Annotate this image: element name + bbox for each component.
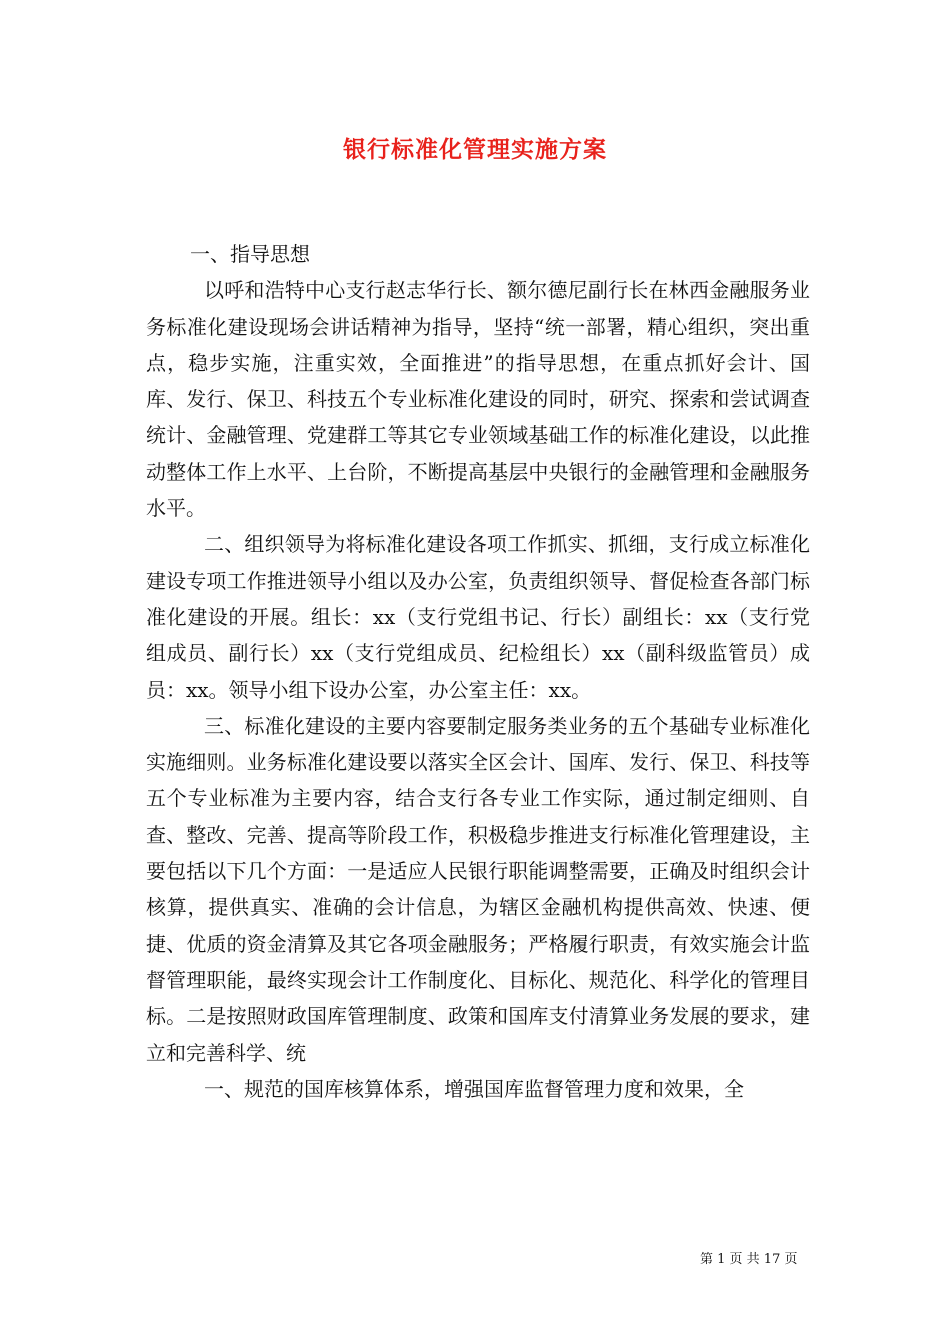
paragraph-organization-leadership: 二、组织领导为将标准化建设各项工作抓实、抓细，支行成立标准化建设专项工作推进领导小组以及办公室，负责组织领导、督促检查各部门标准化建设的开展。组长：xx（支行党组书记、行长）副组长：xx（支行党组成员、副行长）xx（支行党组成员、纪检组长）xx（副科级监管员）成员：xx。领导小组下设办公室，办公室主任：xx。 bbox=[146, 532, 810, 702]
document-title: 银行标准化管理实施方案 bbox=[343, 136, 607, 163]
paragraph-main-content: 三、标准化建设的主要内容要制定服务类业务的五个基础专业标准化实施细则。业务标准化建设要以落实全区会计、国库、发行、保卫、科技等五个专业标准为主要内容，结合支行各专业工作实际，通过制定细则、自查、整改、完善、提高等阶段工作，积极稳步推进支行标准化管理建设，主要包括以下几个方面：一是适应人民银行职能调整需要，正确及时组织会计核算，提供真实、准确的会计信息，为辖区金融机构提供高效、快速、便捷、优质的资金清算及其它各项金融服务；严格履行职责，有效实施会计监督管理职能，最终实现会计工作制度化、目标化、规范化、科学化的管理目标。二是按照财政国库管理制度、政策和国库支付清算业务发展的要求，建立和完善科学、统 bbox=[146, 713, 810, 1065]
paragraph-treasury-system: 一、规范的国库核算体系，增强国库监督管理力度和效果，全 bbox=[204, 1076, 744, 1101]
paragraph-guiding-ideology: 以呼和浩特中心支行赵志华行长、额尔德尼副行长在林西金融服务业务标准化建设现场会讲话精神为指导，坚持“统一部署，精心组织，突出重点，稳步实施，注重实效，全面推进”的指导思想，在重点抓好会计、国库、发行、保卫、科技五个专业标准化建设的同时，研究、探索和尝试调查统计、金融管理、党建群工等其它专业领域基础工作的标准化建设，以此推动整体工作上水平、上台阶，不断提高基层中央银行的金融管理和金融服务水平。 bbox=[146, 278, 810, 521]
document-body bbox=[146, 236, 810, 1107]
page-number-footer: 第 1 页 共 17 页 bbox=[700, 1252, 798, 1267]
section-heading-guiding-ideology: 一、指导思想 bbox=[190, 242, 310, 266]
